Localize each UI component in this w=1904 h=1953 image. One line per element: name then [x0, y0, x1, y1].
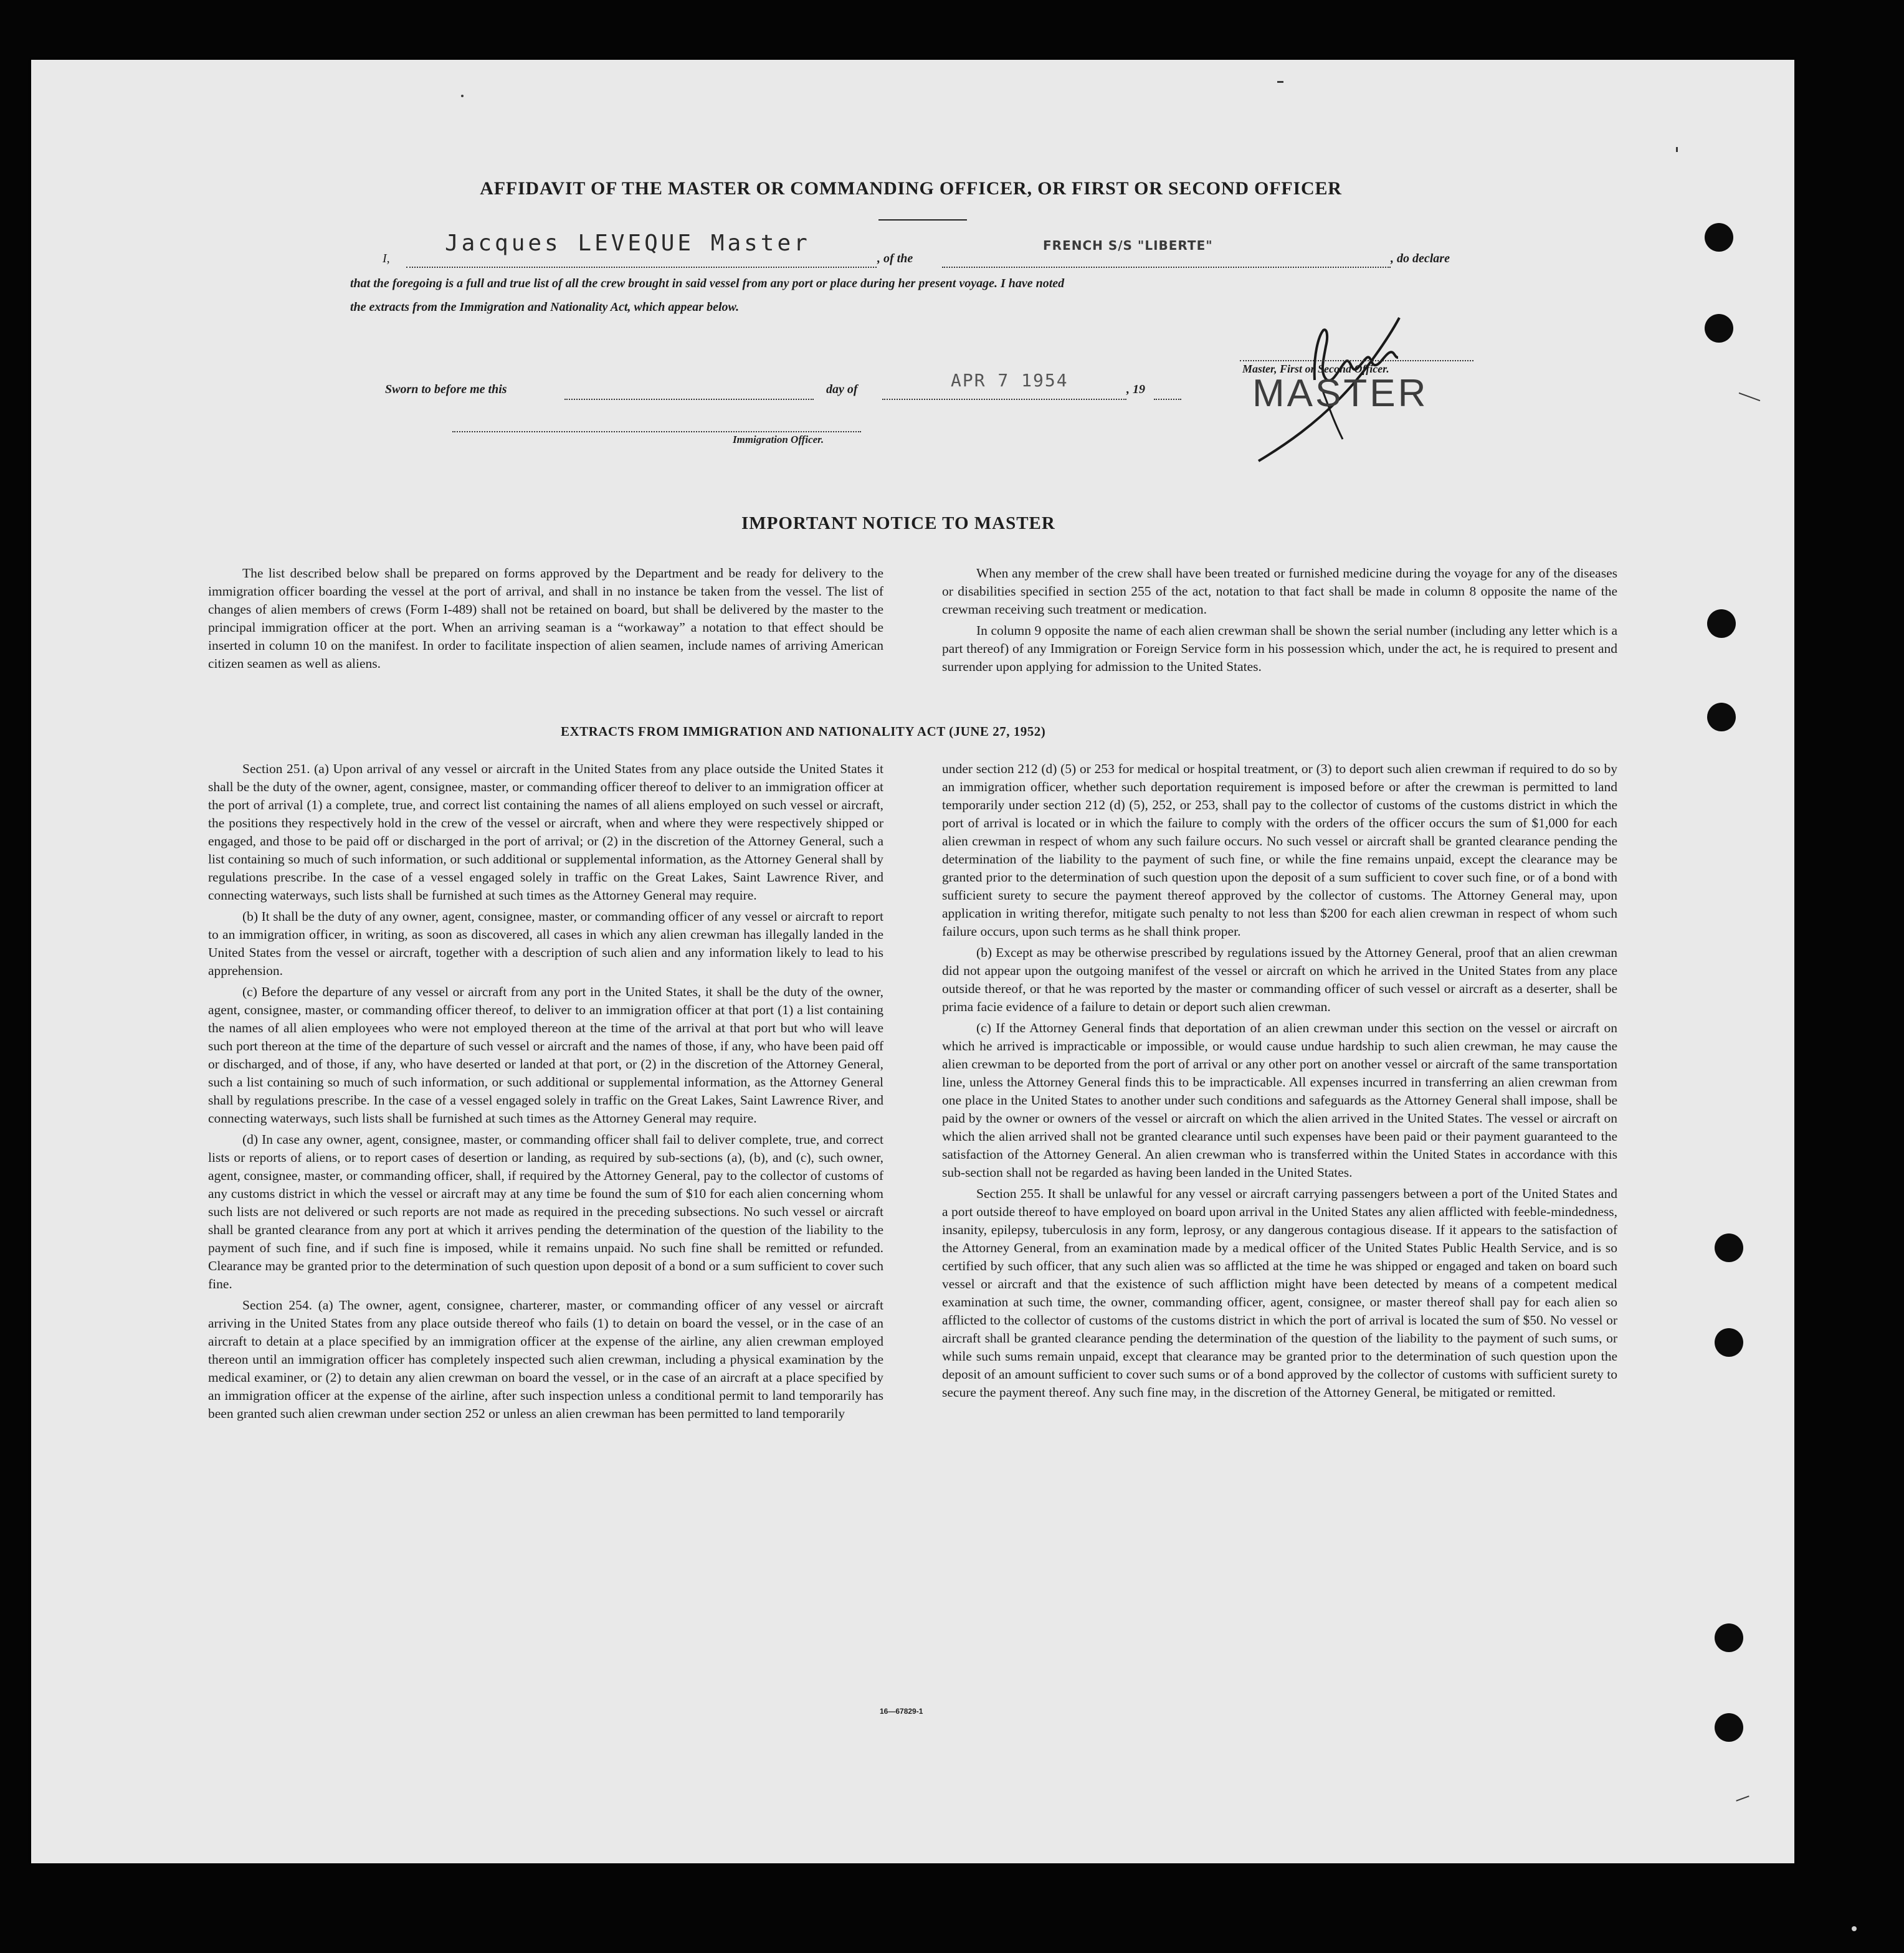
scan-speck: [461, 95, 464, 97]
binder-hole: [1715, 1233, 1743, 1262]
binder-hole: [1715, 1623, 1743, 1652]
binder-hole: [1705, 314, 1733, 343]
binder-hole: [1707, 703, 1736, 731]
master-signature-line: [1240, 360, 1473, 361]
day-of-label: day of: [826, 383, 858, 396]
section-paragraph: Section 255. It shall be unlawful for any vessel or aircraft carrying passengers between a port of the United States and a port outside thereof to have employed on board upon arrival in the United States any alien afflicted with feeble-mindedness, insanity, epilepsy, tuberculosis in any form, leprosy, or any dangerous contagious disease. If it appears to the satisfaction of the Attorney General, from an examination made by a medical officer of the United States Public Health Service, and is so certified by such officer, that any such alien was so afflicted at the time he was shipped or engaged and taken on board such vessel or aircraft and that the existence of such affliction might have been detected by means of a competent medical examination at such time, the owner, commanding officer, agent, consignee, or master thereof shall pay for each alien so afflicted to the collector of customs of the customs district in which the port of arrival is located the sum of $50. No vessel or aircraft shall be granted clearance pending the determination of the question of the liability to the payment of such sums, or while such sums remain unpaid, except that clearance may be granted prior to the determination of such question upon the deposit of an amount sufficient to cover such sums or of a bond approved by the collector of customs with sufficient surety to secure the payment thereof. Any such fine may, in the discretion of the Attorney General, be mitigated or remitted.: [942, 1186, 1617, 1400]
notice-paragraph: The list described below shall be prepared on forms approved by the Department and be ready for delivery to the immigration officer boarding the vessel at the port of arrival, and shall in no instance be taken from the vessel. The list of changes of alien members of crews (Form I-489) shall not be retained on board, but shall be delivered by the master to the principal immigration officer at the port. When an arriving seaman is a “workaway” a notation to that effect should be inserted in column 10 on the manifest. In order to facilitate inspection of alien seamen, include names of arriving American citizen seamen as well as aliens.: [208, 566, 883, 671]
section-paragraph: Section 254. (a) The owner, agent, consignee, charterer, master, or commanding officer of any vessel or aircraft arriving in the United States from any place outside thereof who fails (1) to detain on board the vessel, or in the case of an aircraft to detain at a place specified by an immigration officer at the expense of the airline, any alien crewman employed thereon until an immigration officer has completely inspected such alien crewman, including a physical examination by the medical examiner, or (2) to detain any alien crewman on board the vessel, or in the case of an aircraft at a place specified by an immigration officer at the expense of the airline, after such inspection unless a conditional permit to land temporarily has been granted such alien crewman under section 252 or unless an alien crewman has been permitted to land temporarily: [208, 1298, 883, 1421]
section-paragraph: (b) Except as may be otherwise prescribed by regulations issued by the Attorney General, proof that an alien crewman did not appear upon the outgoing manifest of the vessel or aircraft on which he arrived in the United States from any place outside thereof, or that he was reported by the master or commanding officer of such vessel or aircraft as a deserter, shall be prima facie evidence of a failure to detain or deport such alien crewman.: [942, 945, 1617, 1014]
title-divider: [878, 219, 967, 221]
form-code: 16—67829-1: [880, 1707, 923, 1716]
name-line: [406, 267, 877, 268]
extracts-left-column: [208, 760, 883, 1426]
master-officer-label: Master, First or Second Officer.: [1242, 363, 1389, 375]
year-label: , 19: [1126, 383, 1145, 396]
extracts-right-column: [942, 760, 1617, 1405]
scan-mark: [1736, 1795, 1749, 1801]
notice-title: IMPORTANT NOTICE TO MASTER: [741, 513, 1055, 533]
of-the-label: , of the: [877, 252, 913, 265]
section-paragraph: Section 251. (a) Upon arrival of any vessel or aircraft in the United States from any place outside the United States it shall be the duty of the owner, agent, consignee, master, or commanding officer thereof to deliver to an immigration officer at the port of arrival (1) a complete, true, and correct list containing the names of all aliens employed on such vessel or aircraft, the positions they respectively hold in the crew of the vessel or aircraft, when and where they were respectively shipped or engaged, and those to be paid off or discharged in the port of arrival; or (2) in the discretion of the Attorney General, such a list containing so much of such information, or such additional or supplemental information, as the Attorney General shall by regulations prescribe. In the case of a vessel engaged solely in traffic on the Great Lakes, Saint Lawrence River, and connecting waterways, such lists shall be furnished at such times as the Attorney General may require.: [208, 761, 883, 903]
notice-paragraph: In column 9 opposite the name of each alien crewman shall be shown the serial number (including any letter which is a part thereof) of any Immigration or Foreign Service form in his possession which, under the act, he is required to present and surrender upon applying for admission to the United States.: [942, 623, 1617, 674]
scan-speck: [1277, 81, 1283, 83]
section-paragraph: (c) Before the departure of any vessel or aircraft from any port in the United States, it shall be the duty of the owner, agent, consignee, master, or commanding officer thereof, to deliver to an immigration officer at that port (1) a list containing the names of all alien employees who were not employed thereon at the time of the arrival at that port but who will leave such port thereon at the time of the departure of such vessel or aircraft and the names of those, if any, who have been paid off or discharged, and of those, if any, who have deserted or landed at that port, or (2) in the discretion of the Attorney General, such a list containing so much of such information, or such additional or supplemental information, as the Attorney General shall by regulations prescribe. In the case of a vessel engaged solely in traffic on the Great Lakes, Saint Lawrence River, and connecting waterways, such lists shall be furnished at such times as the Attorney General may require.: [208, 984, 883, 1126]
binder-hole: [1715, 1328, 1743, 1357]
master-name-field: Jacques LEVEQUE Master: [445, 230, 811, 256]
binder-hole: [1707, 609, 1736, 638]
year-line: [1154, 399, 1181, 400]
i-prefix: I,: [383, 252, 390, 265]
sworn-label: Sworn to before me this: [385, 383, 507, 396]
declaration-text: that the foregoing is a full and true list of all the crew brought in said vessel from any port or place during her present voyage. I have noted: [350, 277, 1065, 290]
declaration-text-2: the extracts from the Immigration and Nationality Act, which appear below.: [350, 300, 740, 314]
binder-hole: [1715, 1713, 1743, 1742]
scan-speck: [1676, 147, 1678, 152]
notice-left-column: [208, 564, 883, 676]
extracts-title: EXTRACTS FROM IMMIGRATION AND NATIONALITY ACT (JUNE 27, 1952): [561, 724, 1046, 739]
immigration-officer-line: [452, 431, 861, 432]
do-declare-label: , do declare: [1391, 252, 1450, 265]
master-stamp: MASTER: [1252, 372, 1429, 415]
vessel-line: [942, 267, 1391, 268]
immigration-officer-label: Immigration Officer.: [733, 434, 824, 445]
sworn-day-line: [564, 399, 814, 400]
affidavit-title: AFFIDAVIT OF THE MASTER OR COMMANDING OFFICER, OR FIRST OR SECOND OFFICER: [480, 178, 1342, 199]
vessel-name-stamp: FRENCH S/S "LIBERTE": [1043, 238, 1213, 253]
notice-paragraph: When any member of the crew shall have been treated or furnished medicine during the voyage for any of the diseases or disabilities specified in section 255 of the act, notation to that fact shall be made in column 8 opposite the name of the crewman receiving such treatment or medication.: [942, 566, 1617, 617]
section-paragraph: (c) If the Attorney General finds that deportation of an alien crewman under this section on the vessel or aircraft on which he arrived is impracticable or impossible, or would cause undue hardship to such alien crewman, he may cause the alien crewman to be deported from the port of arrival or any other port on another vessel or aircraft of the same transportation line, unless the Attorney General finds this to be impracticable. All expenses incurred in transferring an alien crewman from one place in the United States to another under such conditions and safeguards as the Attorney General shall impose, shall be paid by the owner or owners of the vessel or aircraft on which the alien arrived in the United States. The vessel or aircraft on which the alien arrived shall not be granted clearance until such expenses have been paid or their payment guaranteed to the satisfaction of the Attorney General. An alien crewman who is transferred within the United States in accordance with this sub-section shall not be regarded as having been landed in the United States.: [942, 1020, 1617, 1180]
scan-speck: [1852, 1926, 1857, 1931]
section-paragraph: (d) In case any owner, agent, consignee, master, or commanding officer shall fail to deliver complete, true, and correct lists or reports of aliens, or to report cases of desertion or landing, as required by sub-sections (a), (b), and (c), such owner, agent, consignee, master, or commanding officer, shall, if required by the Attorney General, pay to the collector of customs of any customs district in which the vessel or aircraft may at any time be found the sum of $10 for each alien concerning whom such lists are not delivered or such reports are not made as required in the preceding subsections. No such vessel or aircraft shall be granted clearance from any port at which it arrives pending the determination of the question of the liability to the payment of such fine, and if such fine is imposed, while it remains unpaid. No such fine shall be remitted or refunded. Clearance may be granted prior to the determination of such question upon deposit of a bond or a sum sufficient to cover such fine.: [208, 1132, 883, 1291]
month-line: [882, 399, 1126, 400]
binder-hole: [1705, 223, 1733, 252]
section-paragraph: under section 212 (d) (5) or 253 for medical or hospital treatment, or (3) to deport such alien crewman if required to do so by an immigration officer, whether such deportation requirement is imposed before or after the crewman is permitted to land temporarily under section 212 (d) (5), 252, or 253, shall pay to the collector of customs of the customs district in which the port of arrival is located or in which the failure to comply with the orders of the officer occurs the sum of $1,000 for each alien crewman in respect of whom any such failure occurs. No such vessel or aircraft shall be granted clearance pending the determination of the liability to the payment of such fine, or while the fine remains unpaid, except the clearance may be granted prior to the determination of such question upon the deposit of a sum sufficient to cover such fine, or of a bond with sufficient surety to secure the payment thereof approved by the collector of customs. The Attorney General may, upon application in writing therefor, mitigate such penalty to not less than $200 for each alien crewman in respect of whom such failure occurs, upon such terms as he shall think proper.: [942, 761, 1617, 939]
date-stamp: APR 7 1954: [951, 370, 1069, 391]
section-paragraph: (b) It shall be the duty of any owner, agent, consignee, master, or commanding officer of any vessel or aircraft to report to an immigration officer, in writing, as soon as discovered, all cases in which any alien crewman has illegally landed in the United States from the vessel or aircraft, together with a description of such alien and any information likely to lead to his apprehension.: [208, 909, 883, 978]
notice-right-column: [942, 564, 1617, 679]
scan-mark: [1739, 392, 1761, 401]
